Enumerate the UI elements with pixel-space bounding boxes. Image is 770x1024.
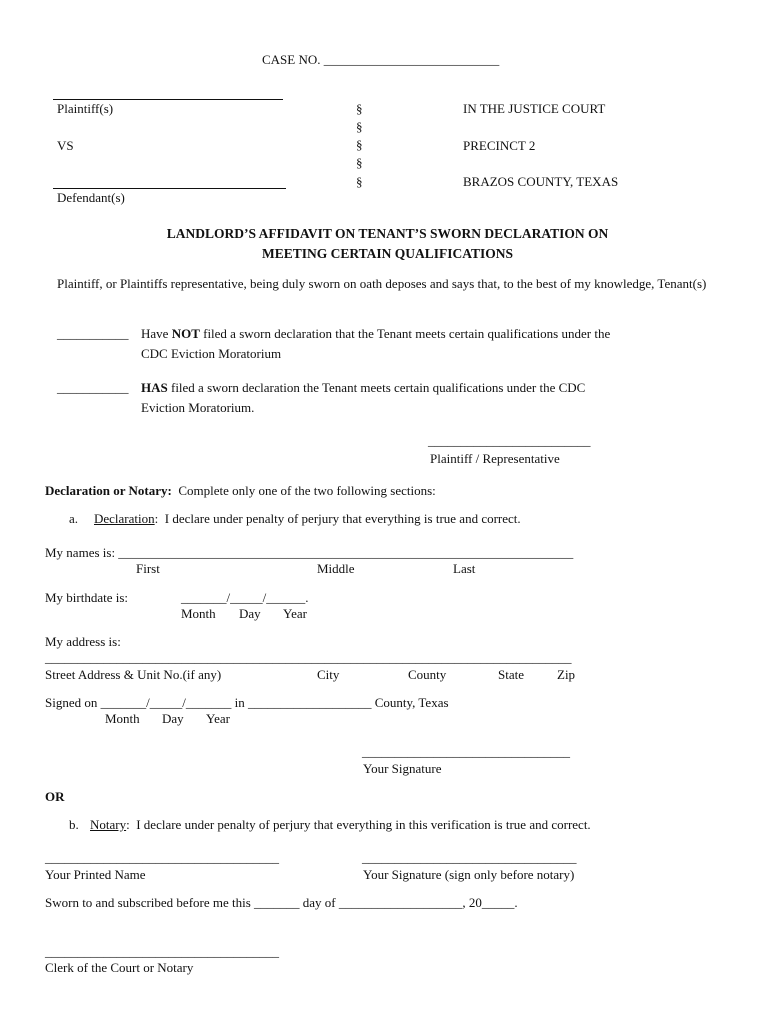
printed-name-label: Your Printed Name [45,867,146,882]
plaintiff-signature-label: Plaintiff / Representative [430,451,560,466]
not-prefix: Have [141,326,172,341]
street-label: Street Address & Unit No.(if any) [45,667,222,682]
first-name-label: First [136,561,160,576]
signed-year-label: Year [206,711,230,726]
signed-month-label: Month [105,711,140,726]
has-rest: filed a sworn declaration the Tenant meets certain qualifications under the CDC [167,380,586,395]
vs-label: VS [57,138,74,153]
plaintiff-signature-line[interactable]: _________________________ [428,433,591,448]
has-filed-checkbox-blank[interactable]: ___________ [57,380,129,395]
plaintiff-line [53,99,283,100]
names-field[interactable]: My names is: ______________________________________________________________________ [45,545,574,560]
plaintiff-label: Plaintiff(s) [57,101,114,116]
section-b-text: : I declare under penalty of perjury that everything in this verification is true and correct. [126,817,591,832]
zip-label: Zip [557,667,576,682]
section-b-letter: b. [69,817,79,832]
defendant-label: Defendant(s) [57,190,125,205]
section-mark: § [356,155,363,170]
clerk-label: Clerk of the Court or Notary [45,960,194,975]
county-label: County [408,667,447,682]
address-field[interactable]: _________________________________________________________________________________ [45,650,572,665]
birthdate-field[interactable]: _______/_____/______. [181,590,309,605]
not-filed-text [141,326,610,342]
precinct: PRECINCT 2 [463,138,536,153]
section-a-text: : I declare under penalty of perjury that everything is true and correct. [154,511,521,526]
section-mark: § [356,101,363,116]
notary-signature-line[interactable]: _________________________________ [362,850,577,865]
your-signature-label: Your Signature [363,761,442,776]
clerk-signature-line[interactable]: ____________________________________ [45,944,279,959]
signed-on-field[interactable]: Signed on _______/_____/_______ in ___________________ County, Texas [45,695,449,710]
birth-month-label: Month [181,606,216,621]
has-filed-text-line2: Eviction Moratorium. [141,400,255,415]
last-name-label: Last [453,561,476,576]
case-number: CASE NO. ___________________________ [262,52,500,67]
birth-day-label: Day [239,606,261,621]
has-word: HAS [141,380,168,395]
section-mark: § [356,174,363,189]
not-filed-checkbox-blank[interactable]: ___________ [57,326,129,341]
defendant-line [53,188,286,189]
your-signature-line[interactable]: ________________________________ [362,744,570,759]
section-mark: § [356,137,363,152]
not-rest: filed a sworn declaration that the Tenant meets certain qualifications under the [199,326,611,341]
not-word: NOT [171,326,200,341]
middle-name-label: Middle [317,561,355,576]
declaration-heading-bold: Declaration or Notary: [45,483,172,498]
birthdate-label: My birthdate is: [45,590,129,605]
signed-day-label: Day [162,711,184,726]
section-mark: § [356,119,363,134]
address-label: My address is: [45,634,121,649]
sworn-statement[interactable]: Sworn to and subscribed before me this _______ day of ___________________, 20_____. [45,895,518,910]
section-a-title: Declaration [94,511,155,526]
city-label: City [317,667,340,682]
section-a-line [94,511,521,527]
section-b-title: Notary [90,817,127,832]
document-title-line2: MEETING CERTAIN QUALIFICATIONS [261,246,514,261]
intro-paragraph: Plaintiff, or Plaintiffs representative, being duly sworn on oath deposes and says that, to the best of my knowledge, Tenant(s) [57,276,707,291]
has-filed-text [141,380,585,396]
court-name: IN THE JUSTICE COURT [463,101,606,116]
or-label: OR [45,789,65,804]
printed-name-line[interactable]: ____________________________________ [45,850,279,865]
declaration-heading [45,483,436,499]
declaration-heading-rest: Complete only one of the two following sections: [171,483,436,498]
birth-year-label: Year [283,606,307,621]
section-b-line [90,817,591,833]
section-a-letter: a. [69,511,79,526]
state-label: State [498,667,524,682]
document-title-line1: LANDLORD’S AFFIDAVIT ON TENANT’S SWORN DECLARATION ON [166,226,609,241]
county-state: BRAZOS COUNTY, TEXAS [463,174,619,189]
notary-signature-label: Your Signature (sign only before notary) [363,867,575,882]
not-filed-text-line2: CDC Eviction Moratorium [141,346,282,361]
